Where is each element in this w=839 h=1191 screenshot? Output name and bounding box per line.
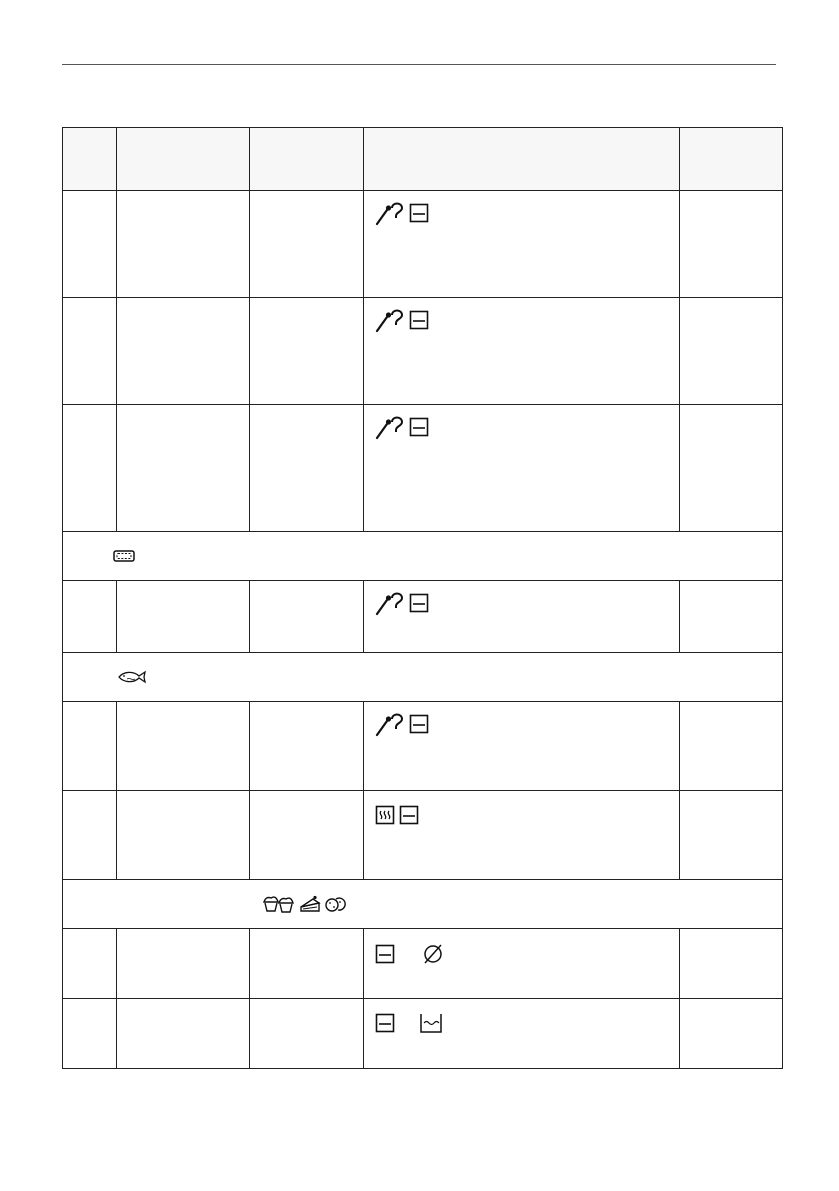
section-row [63,532,783,581]
table-cell [250,298,364,405]
section-row [63,880,783,929]
table-cell [63,405,117,532]
table-row [63,791,783,880]
table-cell [250,791,364,880]
water-tray-icon [419,1012,443,1034]
table-cell [250,581,364,653]
table-cell [63,298,117,405]
table-cell [250,929,364,999]
muffin-icon [262,894,296,914]
table-cell [680,702,783,791]
table-cell [63,191,117,298]
fish-icon [117,670,147,684]
header-cell [117,128,250,191]
header-cell [364,128,680,191]
roasting-tray-icon [113,549,135,563]
header-cell [63,128,117,191]
table-cell [364,581,680,653]
meat-probe-icon [375,200,405,226]
table-row [63,581,783,653]
table-header-row [63,128,783,191]
diameter-icon [421,942,445,966]
bottom-heat-icon [375,944,395,964]
section-cell [63,880,783,929]
meat-probe-icon [375,414,405,440]
table-cell [117,405,250,532]
bottom-heat-icon [409,593,429,613]
cooking-table [62,127,783,1069]
bottom-heat-icon [409,417,429,437]
table-cell [250,999,364,1069]
table-cell [117,191,250,298]
bottom-heat-icon [399,805,419,825]
table-cell [680,298,783,405]
header-cell [250,128,364,191]
table-cell [117,581,250,653]
table-cell [250,405,364,532]
section-row [63,653,783,702]
table-cell [117,929,250,999]
section-cell [63,653,783,702]
table-row [63,405,783,532]
bottom-heat-icon [409,310,429,330]
table-cell [63,581,117,653]
table-row [63,191,783,298]
steam-icon [375,805,395,825]
table-cell [63,702,117,791]
bottom-heat-icon [409,714,429,734]
bottom-heat-icon [409,203,429,223]
bottom-heat-icon [375,1013,395,1033]
table-row [63,929,783,999]
table-cell [680,999,783,1069]
section-cell [63,532,783,581]
table-row [63,298,783,405]
top-rule [62,64,776,65]
table-cell [250,191,364,298]
table-cell [680,929,783,999]
table-cell [364,702,680,791]
table-cell [250,702,364,791]
table-cell [117,702,250,791]
table-cell [680,581,783,653]
table-cell [680,191,783,298]
table-cell [117,999,250,1069]
table-cell [63,929,117,999]
table-cell [117,791,250,880]
meat-probe-icon [375,590,405,616]
meat-probe-icon [375,307,405,333]
table-cell [364,791,680,880]
meat-probe-icon [375,711,405,737]
table-cell [117,298,250,405]
table-cell [364,298,680,405]
cookies-icon [324,894,346,914]
header-cell [680,128,783,191]
table-cell [364,191,680,298]
table-row [63,702,783,791]
table-cell [680,791,783,880]
table-cell [63,791,117,880]
table-cell [680,405,783,532]
table-row [63,999,783,1069]
table-cell [63,999,117,1069]
table-cell [364,999,680,1069]
cake-slice-icon [299,894,321,914]
table-cell [364,929,680,999]
table-cell [364,405,680,532]
